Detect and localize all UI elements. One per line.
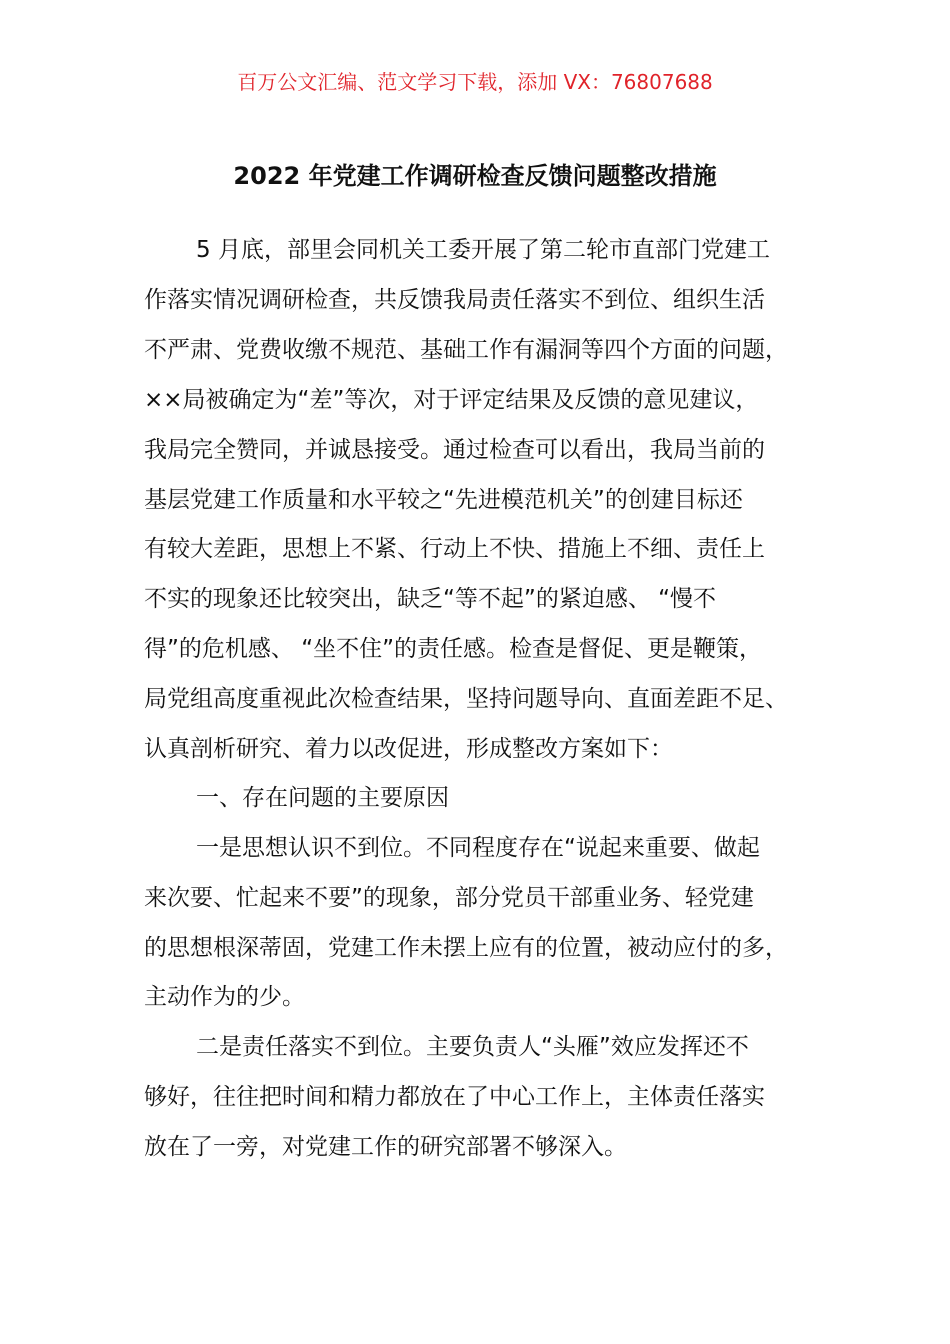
paragraph-line: 够好，往往把时间和精力都放在了中心工作上，主体责任落实: [144, 1084, 765, 1110]
paragraph-line: 基层党建工作质量和水平较之“先进模范机关”的创建目标还: [144, 487, 743, 513]
paragraph-line: 放在了一旁，对党建工作的研究部署不够深入。: [144, 1134, 627, 1160]
paragraph-line: 有较大差距，思想上不紧、行动上不快、措施上不细、责任上: [144, 536, 765, 562]
paragraph-line: 主动作为的少。: [144, 984, 305, 1010]
watermark-header: 百万公文汇编、范文学习下载，添加 VX：76807688: [237, 70, 713, 94]
section-heading: 一、存在问题的主要原因: [196, 785, 449, 811]
paragraph-line: 得”的危机感、 “坐不住”的责任感。检查是督促、更是鞭策，: [144, 636, 763, 662]
paragraph-line: 5 月底，部里会同机关工委开展了第二轮市直部门党建工: [196, 237, 770, 263]
paragraph-line: 不实的现象还比较突出，缺乏“等不起”的紧迫感、 “慢不: [144, 586, 717, 612]
paragraph-line: 认真剖析研究、着力以改促进，形成整改方案如下：: [144, 736, 673, 762]
paragraph-line: 一是思想认识不到位。不同程度存在“说起来重要、做起: [196, 835, 760, 861]
document-title: 2022 年党建工作调研检查反馈问题整改措施: [233, 162, 717, 190]
paragraph-line: 局党组高度重视此次检查结果，坚持问题导向、直面差距不足、: [144, 686, 788, 712]
paragraph-line: 不严肃、党费收缴不规范、基础工作有漏洞等四个方面的问题，: [144, 337, 788, 363]
paragraph-line: ××局被确定为“差”等次，对于评定结果及反馈的意见建议，: [144, 387, 759, 413]
paragraph-line: 作落实情况调研检查，共反馈我局责任落实不到位、组织生活: [144, 287, 765, 313]
paragraph-line: 我局完全赞同，并诚恳接受。通过检查可以看出，我局当前的: [144, 437, 765, 463]
paragraph-line: 的思想根深蒂固，党建工作未摆上应有的位置，被动应付的多，: [144, 935, 788, 961]
paragraph-line: 二是责任落实不到位。主要负责人“头雁”效应发挥还不: [196, 1034, 749, 1060]
paragraph-line: 来次要、忙起来不要”的现象，部分党员干部重业务、轻党建: [144, 885, 754, 911]
